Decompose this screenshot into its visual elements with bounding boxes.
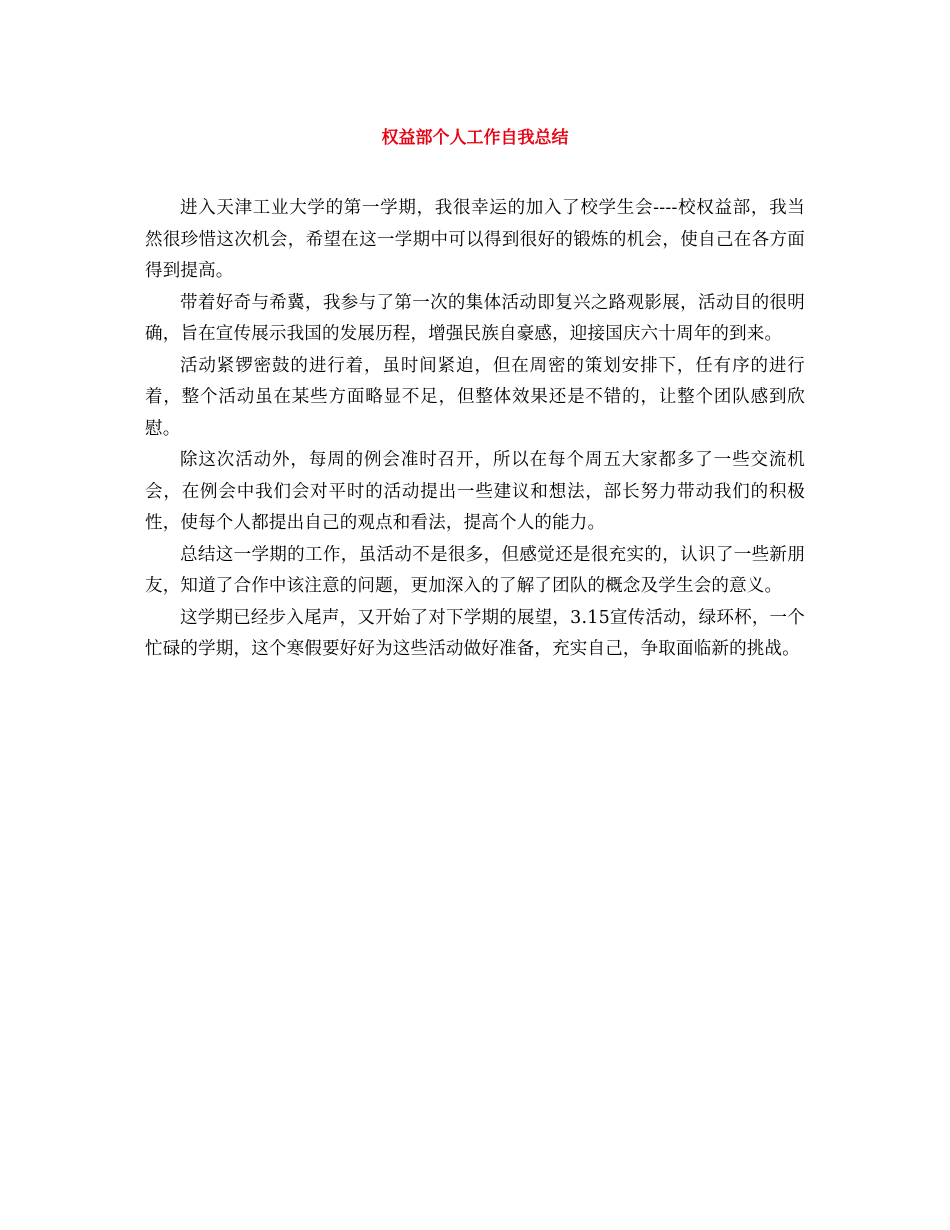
paragraph-2: 带着好奇与希冀，我参与了第一次的集体活动即复兴之路观影展，活动目的很明确，旨在宣传展示我国的发展历程，增强民族自豪感，迎接国庆六十周年的到来。: [145, 292, 805, 344]
paragraph-3: 活动紧锣密鼓的进行着，虽时间紧迫，但在周密的策划安排下，任有序的进行着，整个活动虽在某些方面略显不足，但整体效果还是不错的，让整个团队感到欣慰。: [145, 355, 805, 439]
document-title: 权益部个人工作自我总结: [381, 128, 569, 148]
paragraph-6: 这学期已经步入尾声，又开始了对下学期的展望，3.15宣传活动，绿环杯，一个忙碌的学期，这个寒假要好好为这些活动做好准备，充实自己，争取面临新的挑战。: [145, 607, 805, 659]
paragraph-4: 除这次活动外，每周的例会准时召开，所以在每个周五大家都多了一些交流机会，在例会中我们会对平时的活动提出一些建议和想法，部长努力带动我们的积极性，使每个人都提出自己的观点和看法，提高个人的能力。: [145, 450, 805, 533]
paragraph-1: 进入天津工业大学的第一学期，我很幸运的加入了校学生会----校权益部，我当然很珍惜这次机会，希望在这一学期中可以得到很好的锻炼的机会，使自己在各方面得到提高。: [145, 198, 805, 281]
document-body: [145, 193, 805, 666]
paragraph-5: 总结这一学期的工作，虽活动不是很多，但感觉还是很充实的，认识了一些新朋友，知道了合作中该注意的问题，更加深入的了解了团队的概念及学生会的意义。: [145, 544, 805, 596]
